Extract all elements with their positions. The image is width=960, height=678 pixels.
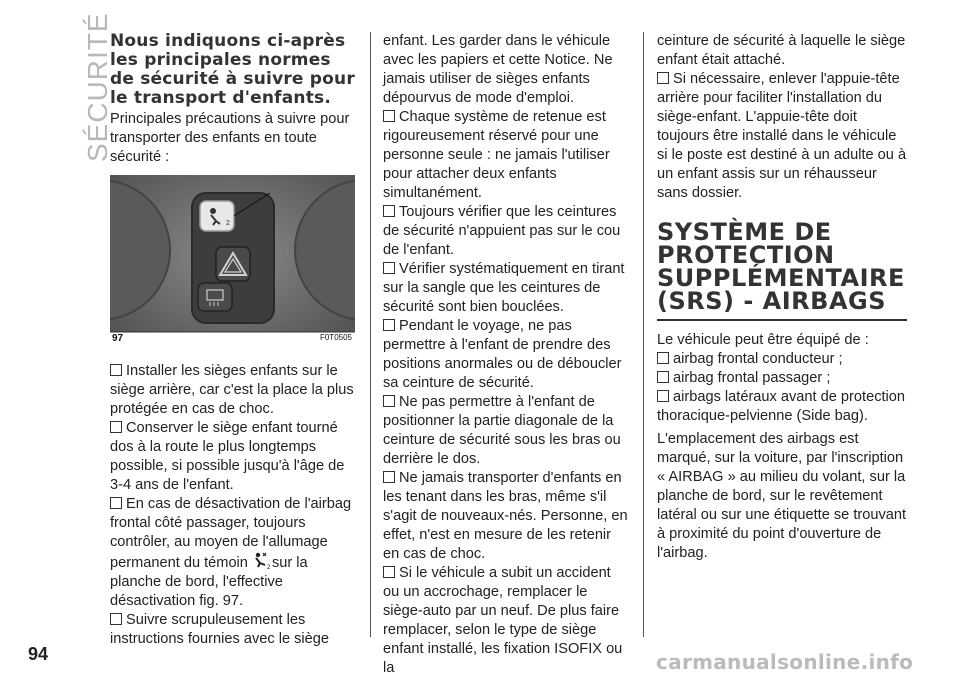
bullet-item: [110, 495, 355, 611]
bullet-item: [383, 393, 630, 469]
checkbox-bullet-icon: [657, 390, 669, 402]
bullet-text: Ne jamais transporter d'enfants en les tenant dans les bras, même s'il s'agit de nouveaux-nés. Personne, en effet, n'est en mesure de les retenir en cas de choc.: [383, 470, 628, 562]
column-2: [383, 32, 630, 678]
checkbox-bullet-icon: [657, 72, 669, 84]
list-item-text: airbags latéraux avant de protection thoracique-pelvienne (Side bag).: [657, 389, 906, 424]
list-item: [657, 350, 907, 369]
column-3: [657, 32, 907, 563]
figure-number: 97: [112, 333, 124, 344]
checkbox-bullet-icon: [383, 319, 395, 331]
figure-97: [110, 175, 355, 350]
bullet-text: En cas de désactivation de l'airbag frontal côté passager, toujours contrôler, au moyen de l'allumage permanent du témoin: [110, 496, 352, 571]
bullet-text: Ne pas permettre à l'enfant de positionner la partie diagonale de la ceinture de sécurité sous les bras ou derrière le dos.: [383, 394, 621, 467]
list-item: [657, 369, 907, 388]
section-heading-airbags: SYSTÈME DE PROTECTION SUPPLÉMENTAIRE (SRS) - AIRBAGS: [657, 221, 907, 321]
bullet-text: Toujours vérifier que les ceintures de sécurité n'appuient pas sur le cou de l'enfant.: [383, 204, 621, 258]
section-side-label: [50, 12, 113, 162]
bullet-item: [383, 108, 630, 203]
bullet-item: [383, 260, 630, 317]
bullet-item: [383, 317, 630, 393]
list-item-text: airbag frontal passager ;: [673, 370, 831, 386]
footer-watermark-logo: carmanualsonline.info: [656, 650, 914, 674]
bullet-item: [110, 419, 355, 495]
column-1: [110, 32, 355, 649]
bullet-text: Suivre scrupuleusement les instructions fournies avec le siège: [110, 612, 330, 647]
checkbox-bullet-icon: [110, 364, 122, 376]
bullet-text: Vérifier systématiquement en tirant sur la sangle que les ceintures de sécurité sont bien bouclées.: [383, 261, 625, 315]
checkbox-bullet-icon: [383, 110, 395, 122]
bullet-text: Chaque système de retenue est rigoureusement réservé pour une personne seule : ne jamais l'utiliser pour attacher deux enfants simultanément.: [383, 109, 610, 201]
section-intro: Le véhicule peut être équipé de :: [657, 332, 869, 348]
intro-paragraph: Principales précautions à suivre pour transporter des enfants en toute sécurité :: [110, 111, 350, 165]
bullet-text: Installer les sièges enfants sur le siège arrière, car c'est la place la plus protégée en cas de choc.: [110, 363, 354, 417]
list-item: [657, 388, 907, 426]
column-divider: [370, 32, 371, 637]
bullet-item: [383, 203, 630, 260]
bullet-item: [110, 611, 355, 649]
airbag-location-paragraph: L'emplacement des airbags est marqué, sur la voiture, par l'inscription « AIRBAG » au milieu du volant, sur la planche de bord, sur le revêtement latéral ou sur une étiquette se trouvant à proximité du point d'ouverture de l'airbag.: [657, 431, 907, 561]
checkbox-bullet-icon: [383, 566, 395, 578]
checkbox-bullet-icon: [383, 262, 395, 274]
checkbox-bullet-icon: [110, 613, 122, 625]
continued-paragraph: ceinture de sécurité à laquelle le siège enfant était attaché.: [657, 33, 906, 68]
svg-text:2: 2: [266, 565, 271, 570]
figure-code: F0T0505: [319, 333, 352, 342]
bullet-text-continued: sur la planche de bord, l'effective désactivation fig. 97.: [110, 555, 308, 609]
bullet-item: [383, 469, 630, 564]
checkbox-bullet-icon: [657, 371, 669, 383]
passenger-airbag-off-warning-icon: [252, 552, 272, 570]
checkbox-bullet-icon: [383, 471, 395, 483]
dashboard-switch-panel-illustration: [110, 175, 355, 350]
bullet-item: [657, 70, 907, 203]
bullet-item: [383, 564, 630, 678]
bullet-item: [110, 362, 355, 419]
continued-paragraph: enfant. Les garder dans le véhicule avec les papiers et cette Notice. Ne jamais utiliser de sièges enfants dépourvus de mode d'emploi.: [383, 33, 613, 106]
page-number: 94: [28, 644, 49, 664]
bullet-text: Conserver le siège enfant tourné dos à la route le plus longtemps possible, si possible jusqu'à l'âge de 3-4 ans de l'enfant.: [110, 420, 345, 493]
intro-heading: Nous indiquons ci-après les principales normes de sécurité à suivre pour le transport d'enfants.: [110, 31, 355, 108]
column-divider: [643, 32, 644, 637]
checkbox-bullet-icon: [657, 352, 669, 364]
checkbox-bullet-icon: [110, 497, 122, 509]
bullet-text: Si le véhicule a subit un accident ou un accrochage, remplacer le siège-auto par un neuf. De plus faire remplacer, selon le type de siège enfant installé, les fixation ISOFIX ou la: [383, 565, 623, 676]
section-side-label-text: SÉCURITÉ: [82, 12, 113, 162]
checkbox-bullet-icon: [383, 395, 395, 407]
list-item-text: airbag frontal conducteur ;: [673, 351, 843, 367]
checkbox-bullet-icon: [383, 205, 395, 217]
bullet-text: Pendant le voyage, ne pas permettre à l'enfant de prendre des positions anormales ou de déboucler sa ceinture de sécurité.: [383, 318, 622, 391]
svg-text:2: 2: [226, 220, 230, 227]
checkbox-bullet-icon: [110, 421, 122, 433]
bullet-text: Si nécessaire, enlever l'appuie-tête arrière pour faciliter l'installation du siège-enfant. L'appuie-tête doit toujours être installé dans le véhicule si le poste est destiné à un adulte ou à un enfant assis sur un réhausseur sans dossier.: [657, 71, 907, 201]
